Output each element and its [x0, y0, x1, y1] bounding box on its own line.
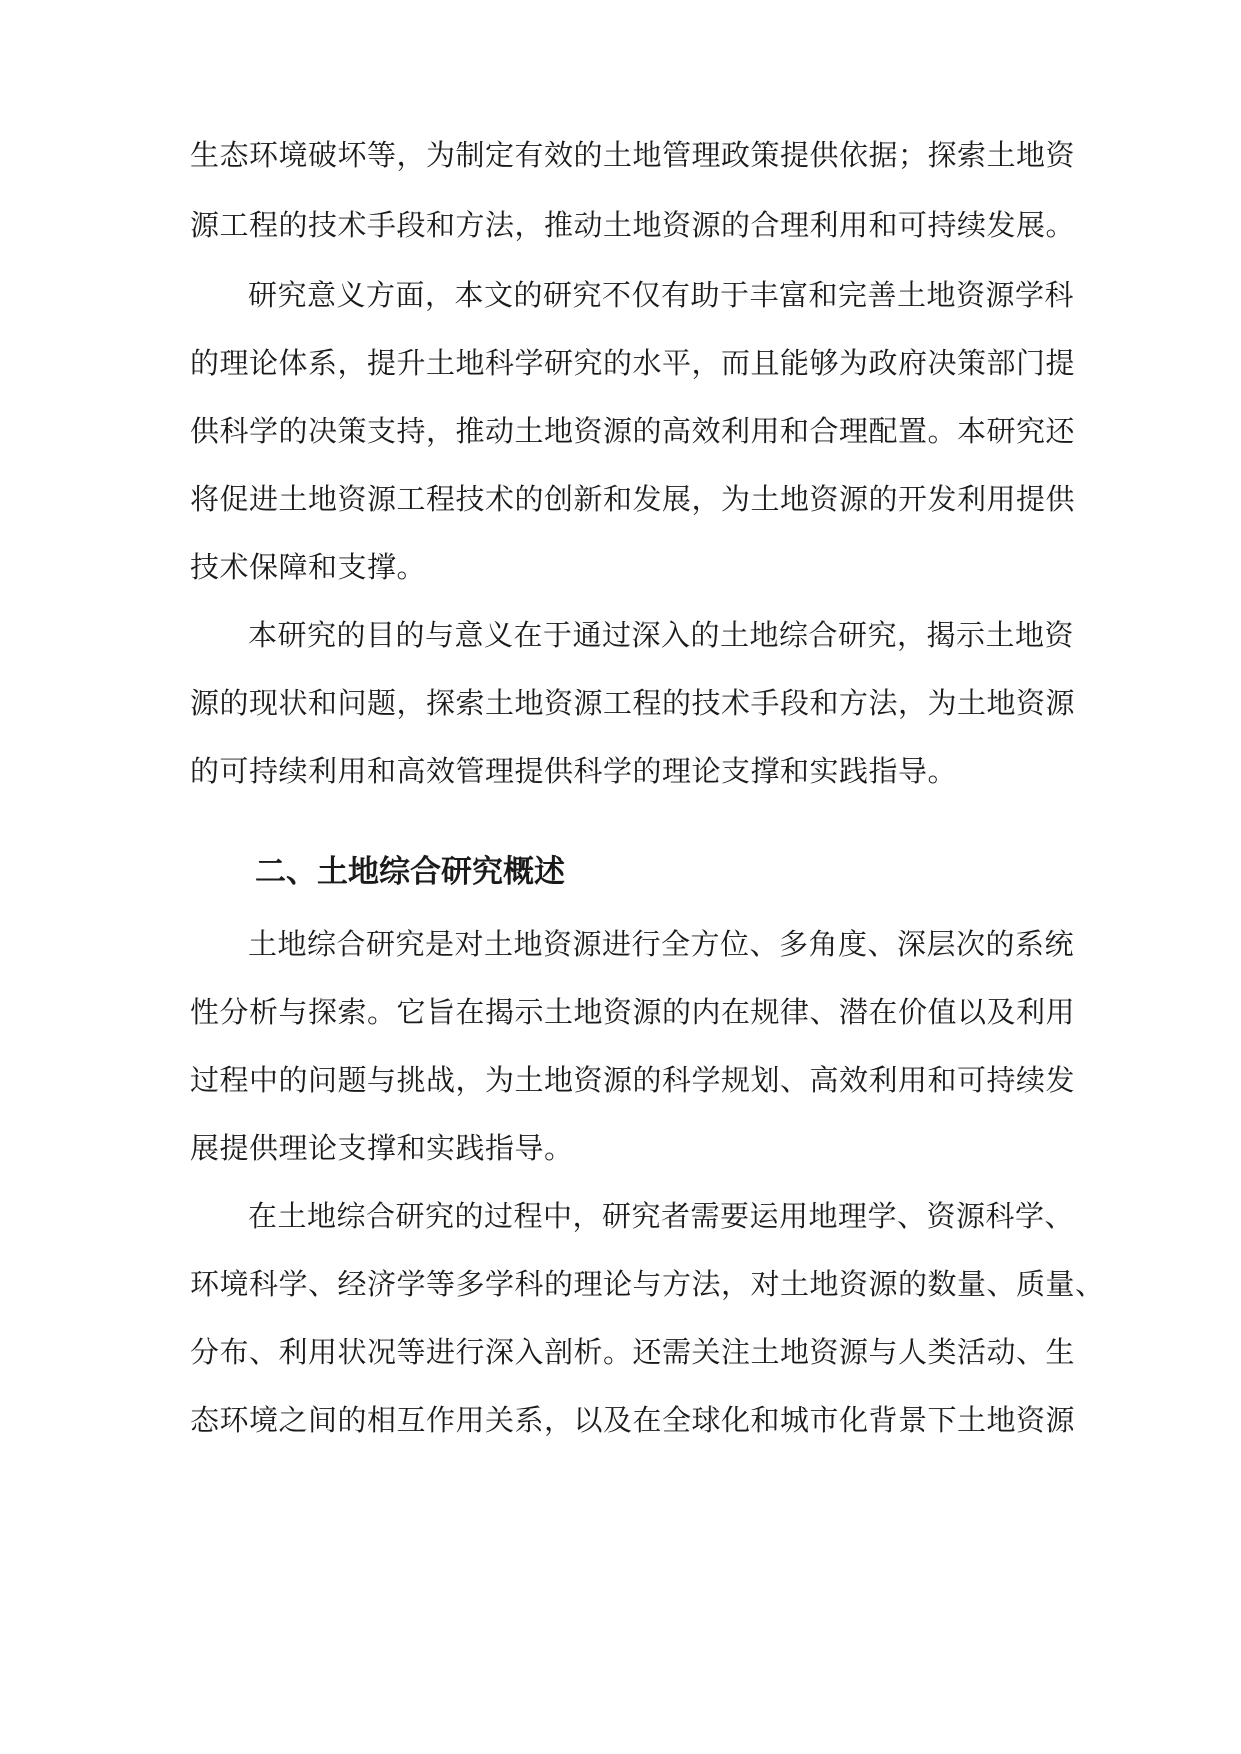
section2-para1-line-1: 土地综合研究是对土地资源进行全方位、多角度、深层次的系统 — [248, 927, 1075, 961]
summary-line-2: 源的现状和问题，探索土地资源工程的技术手段和方法，为土地资源 — [190, 686, 1076, 720]
summary-line-1: 本研究的目的与意义在于通过深入的土地综合研究，揭示土地资 — [248, 618, 1075, 652]
significance-line-1: 研究意义方面，本文的研究不仅有助于丰富和完善土地资源学科 — [248, 278, 1075, 312]
section2-para2-line-2: 环境科学、经济学等多学科的理论与方法，对土地资源的数量、质量、 — [190, 1267, 1105, 1301]
significance-line-2: 的理论体系，提升土地科学研究的水平，而且能够为政府决策部门提 — [190, 346, 1076, 380]
section2-para2-line-1: 在土地综合研究的过程中，研究者需要运用地理学、资源科学、 — [248, 1199, 1075, 1233]
significance-line-4: 将促进土地资源工程技术的创新和发展，为土地资源的开发利用提供 — [190, 482, 1076, 516]
section-heading: 二、土地综合研究概述 — [255, 854, 565, 890]
section2-para1-line-3: 过程中的问题与挑战，为土地资源的科学规划、高效利用和可持续发 — [190, 1063, 1076, 1097]
intro-tail-line-2: 源工程的技术手段和方法，推动土地资源的合理利用和可持续发展。 — [190, 208, 1076, 242]
intro-tail-line-1: 生态环境破坏等，为制定有效的土地管理政策提供依据；探索土地资 — [190, 138, 1076, 172]
section2-para1-line-4: 展提供理论支撑和实践指导。 — [190, 1131, 574, 1165]
summary-line-3: 的可持续利用和高效管理提供科学的理论支撑和实践指导。 — [190, 754, 958, 788]
significance-line-3: 供科学的决策支持，推动土地资源的高效利用和合理配置。本研究还 — [190, 414, 1076, 448]
significance-line-5: 技术保障和支撑。 — [190, 550, 427, 584]
section2-para2-line-4: 态环境之间的相互作用关系，以及在全球化和城市化背景下土地资源 — [190, 1403, 1076, 1437]
section2-para1-line-2: 性分析与探索。它旨在揭示土地资源的内在规律、潜在价值以及利用 — [190, 995, 1076, 1029]
section2-para2-line-3: 分布、利用状况等进行深入剖析。还需关注土地资源与人类活动、生 — [190, 1335, 1076, 1369]
